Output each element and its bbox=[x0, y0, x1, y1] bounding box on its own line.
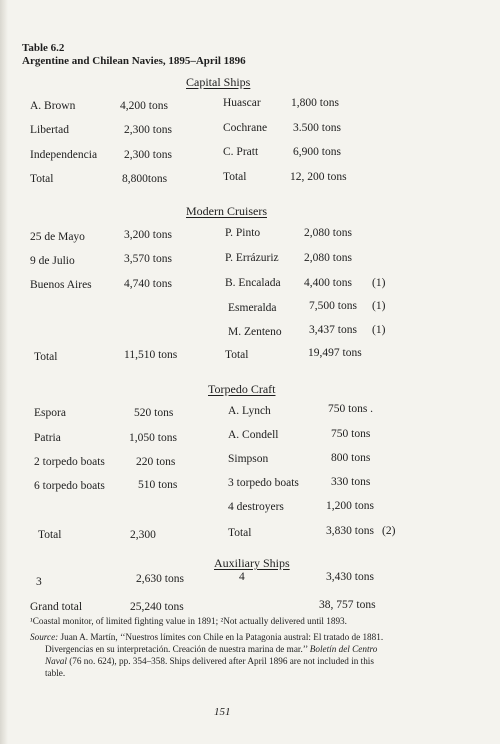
table-title: Argentine and Chilean Navies, 1895–April 1896 bbox=[22, 55, 246, 67]
ship-name: P. Pinto bbox=[225, 227, 261, 239]
ship-tonnage: 2,080 tons bbox=[304, 252, 352, 264]
page-edge-shadow bbox=[0, 0, 8, 744]
ship-name: Patria bbox=[34, 432, 61, 444]
source-line-2: Divergencias en su interpretación. Creación de nuestra marina de mar.’’ bbox=[45, 644, 310, 654]
ship-tonnage: 4,200 tons bbox=[120, 100, 168, 112]
source-journal-cont: Naval bbox=[45, 656, 67, 666]
ship-tonnage: 1,200 tons bbox=[326, 500, 374, 512]
footnote-marker: (1) bbox=[372, 300, 386, 312]
section-heading-auxiliary-ships: Auxiliary Ships bbox=[214, 556, 290, 570]
ship-name: A. Brown bbox=[30, 100, 76, 112]
ship-name: M. Zenteno bbox=[228, 326, 282, 338]
ship-tonnage: 3,200 tons bbox=[124, 229, 172, 241]
total-label: Total bbox=[34, 351, 58, 363]
ship-tonnage: 2,300 tons bbox=[124, 124, 172, 136]
ship-name: Esmeralda bbox=[228, 302, 277, 314]
total-label: Total bbox=[225, 349, 249, 361]
total-tonnage: 19,497 tons bbox=[308, 347, 362, 359]
ship-tonnage: 750 tons bbox=[331, 428, 371, 440]
ship-name: B. Encalada bbox=[225, 277, 281, 289]
ship-name: 4 destroyers bbox=[228, 501, 284, 513]
total-tonnage: 8,800tons bbox=[122, 173, 168, 185]
total-label: Total bbox=[38, 529, 62, 541]
ship-name: 3 torpedo boats bbox=[228, 477, 299, 489]
total-tonnage: 11,510 tons bbox=[124, 349, 178, 361]
source-line-4: table. bbox=[45, 668, 66, 678]
ship-tonnage: 2,080 tons bbox=[304, 227, 352, 239]
source-journal: Boletín del Centro bbox=[309, 644, 378, 654]
total-tonnage: 3,830 tons bbox=[326, 525, 374, 537]
total-label: Total bbox=[223, 171, 247, 183]
ship-tonnage: 220 tons bbox=[136, 456, 176, 468]
grand-total-argentina: 25,240 tons bbox=[130, 601, 184, 613]
ship-tonnage: 6,900 tons bbox=[293, 146, 341, 158]
ship-name: 25 de Mayo bbox=[30, 231, 85, 243]
ship-name: Independencia bbox=[30, 149, 98, 161]
ship-count: 3 bbox=[36, 576, 42, 588]
ship-tonnage: 1,050 tons bbox=[129, 432, 177, 444]
total-tonnage: 2,300 bbox=[130, 529, 156, 541]
footnote-marker: (2) bbox=[382, 525, 396, 537]
ship-tonnage: 2,300 tons bbox=[124, 149, 172, 161]
ship-count: 4 bbox=[239, 571, 245, 583]
grand-total-label: Grand total bbox=[30, 601, 83, 613]
ship-tonnage: 1,800 tons bbox=[291, 97, 339, 109]
source-line-3: (76 no. 624), pp. 354–358. Ships delivered after April 1896 are not included in this bbox=[66, 656, 374, 666]
ship-tonnage: 520 tons bbox=[134, 407, 174, 419]
footnote: ¹Coastal monitor, of limited fighting value in 1891; ²Not actually delivered until 1893. bbox=[30, 616, 347, 626]
ship-name: Cochrane bbox=[223, 122, 268, 134]
ship-tonnage: 3,437 tons bbox=[309, 324, 357, 336]
ship-name: 9 de Julio bbox=[30, 255, 75, 267]
ship-name: A. Lynch bbox=[228, 405, 271, 417]
footnote-marker: (1) bbox=[372, 324, 386, 336]
ship-name: 2 torpedo boats bbox=[34, 456, 105, 468]
ship-tonnage: 4,740 tons bbox=[124, 278, 172, 290]
ship-name: C. Pratt bbox=[223, 146, 259, 158]
ship-name: 6 torpedo boats bbox=[34, 480, 105, 492]
ship-name: Libertad bbox=[30, 124, 69, 136]
section-heading-capital-ships: Capital Ships bbox=[186, 75, 251, 89]
ship-tonnage: 3,570 tons bbox=[124, 253, 172, 265]
ship-tonnage: 800 tons bbox=[331, 452, 371, 464]
ship-tonnage: 3.500 tons bbox=[293, 122, 341, 134]
ship-name: P. Errázuriz bbox=[225, 252, 279, 264]
total-label: Total bbox=[30, 173, 54, 185]
ship-tonnage: 750 tons . bbox=[328, 403, 374, 415]
ship-name: Simpson bbox=[228, 453, 269, 465]
section-heading-torpedo-craft: Torpedo Craft bbox=[208, 382, 276, 396]
source-label: Source: bbox=[30, 632, 59, 642]
ship-tonnage: 4,400 tons bbox=[304, 277, 352, 289]
ship-name: A. Condell bbox=[228, 429, 279, 441]
grand-total-chile: 38, 757 tons bbox=[319, 599, 376, 611]
ship-tonnage: 510 tons bbox=[138, 479, 178, 491]
table-number: Table 6.2 bbox=[22, 42, 65, 54]
footnote-marker: (1) bbox=[372, 277, 386, 289]
ship-tonnage: 330 tons bbox=[331, 476, 371, 488]
ship-tonnage: 7,500 tons bbox=[309, 300, 357, 312]
ship-tonnage: 3,430 tons bbox=[326, 571, 374, 583]
source-line-1: Juan A. Martín, ‘‘Nuestros límites con Chile en la Patagonia austral: El tratado de 1881. bbox=[58, 632, 384, 642]
total-tonnage: 12, 200 tons bbox=[290, 171, 347, 183]
ship-tonnage: 2,630 tons bbox=[136, 573, 184, 585]
ship-name: Huascar bbox=[223, 97, 261, 109]
ship-name: Espora bbox=[34, 407, 66, 419]
page-number: 151 bbox=[214, 706, 231, 718]
section-heading-modern-cruisers: Modern Cruisers bbox=[186, 204, 267, 218]
ship-name: Buenos Aires bbox=[30, 279, 92, 291]
total-label: Total bbox=[228, 527, 252, 539]
